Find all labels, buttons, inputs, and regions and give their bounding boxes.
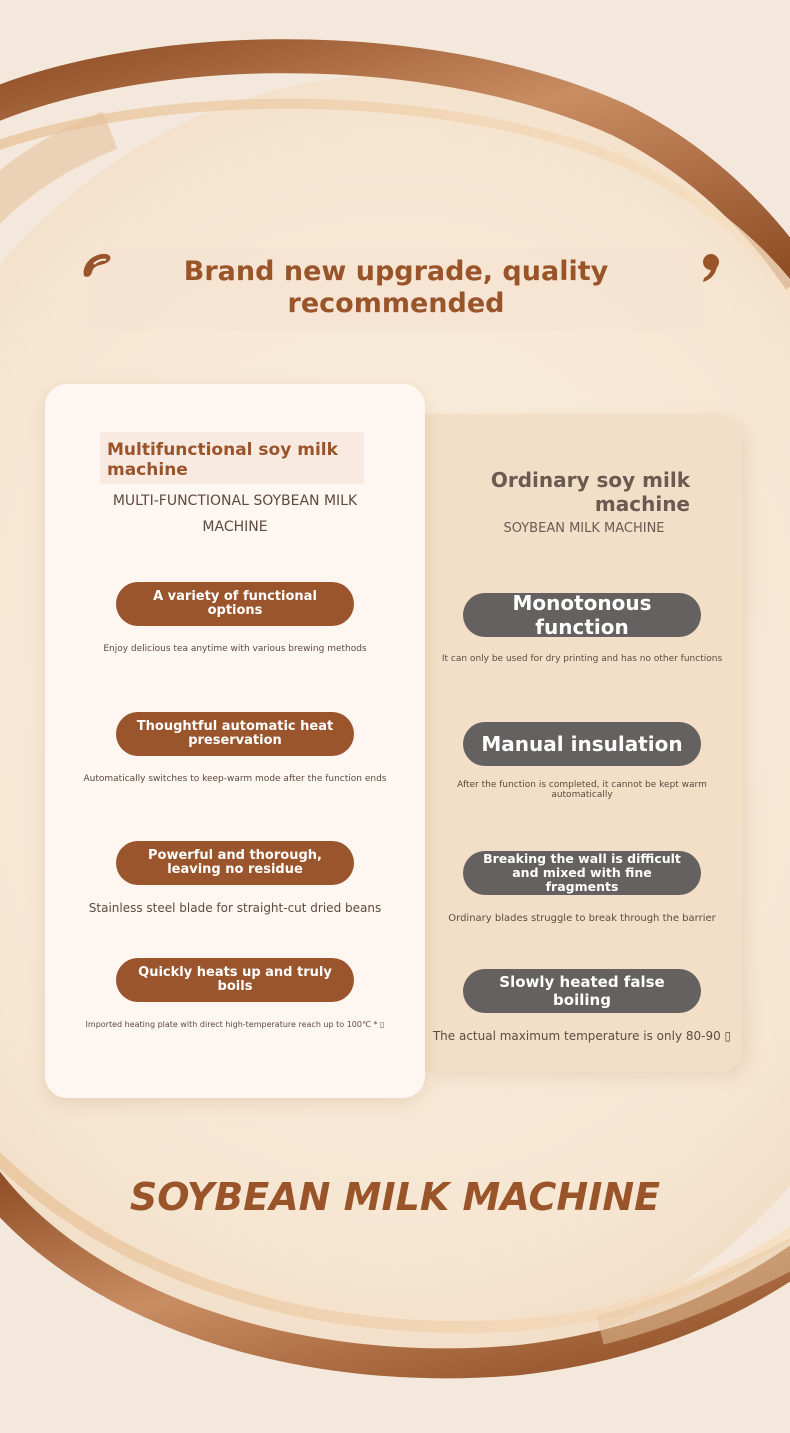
right-feature-desc: The actual maximum temperature is only 80-90 ▯ [432,1029,732,1043]
right-card-subtitle: SOYBEAN MILK MACHINE [503,521,665,536]
quote-close-icon [700,252,720,284]
left-card-subtitle: MULTI-FUNCTIONAL SOYBEAN MILK MACHINE [112,493,358,535]
right-feature-desc: It can only be used for dry printing and has no other functions [441,654,723,664]
left-feature-pill: Quickly heats up and truly boils [116,958,354,1002]
left-feature-pill: Thoughtful automatic heat preservation [116,712,354,756]
right-card-title: Ordinary soy milk machine [490,468,690,516]
left-feature-desc: Enjoy delicious tea anytime with various brewing methods [103,644,367,654]
right-feature-desc: After the function is completed, it cannot be kept warm automatically [457,780,707,800]
right-feature-pill: Monotonous function [463,593,701,637]
bottom-product-title: SOYBEAN MILK MACHINE [129,1175,661,1219]
left-feature-desc: Imported heating plate with direct high-temperature reach up to 100℃ * ▯ [85,1020,385,1029]
left-feature-desc: Stainless steel blade for straight-cut dried beans [88,901,382,915]
right-feature-pill: Breaking the wall is difficult and mixed with fine fragments [463,851,701,895]
right-feature-pill: Manual insulation [463,722,701,766]
left-card-title: Multifunctional soy milk machine [107,440,338,480]
right-feature-pill: Slowly heated false boiling [463,969,701,1013]
quote-open-icon [80,250,114,280]
left-feature-desc: Automatically switches to keep-warm mode after the function ends [83,774,387,784]
page-headline: Brand new upgrade, quality recommended [183,256,609,319]
left-feature-pill: Powerful and thorough, leaving no residue [116,841,354,885]
right-feature-desc: Ordinary blades struggle to break through the barrier [448,913,716,924]
left-feature-pill: A variety of functional options [116,582,354,626]
